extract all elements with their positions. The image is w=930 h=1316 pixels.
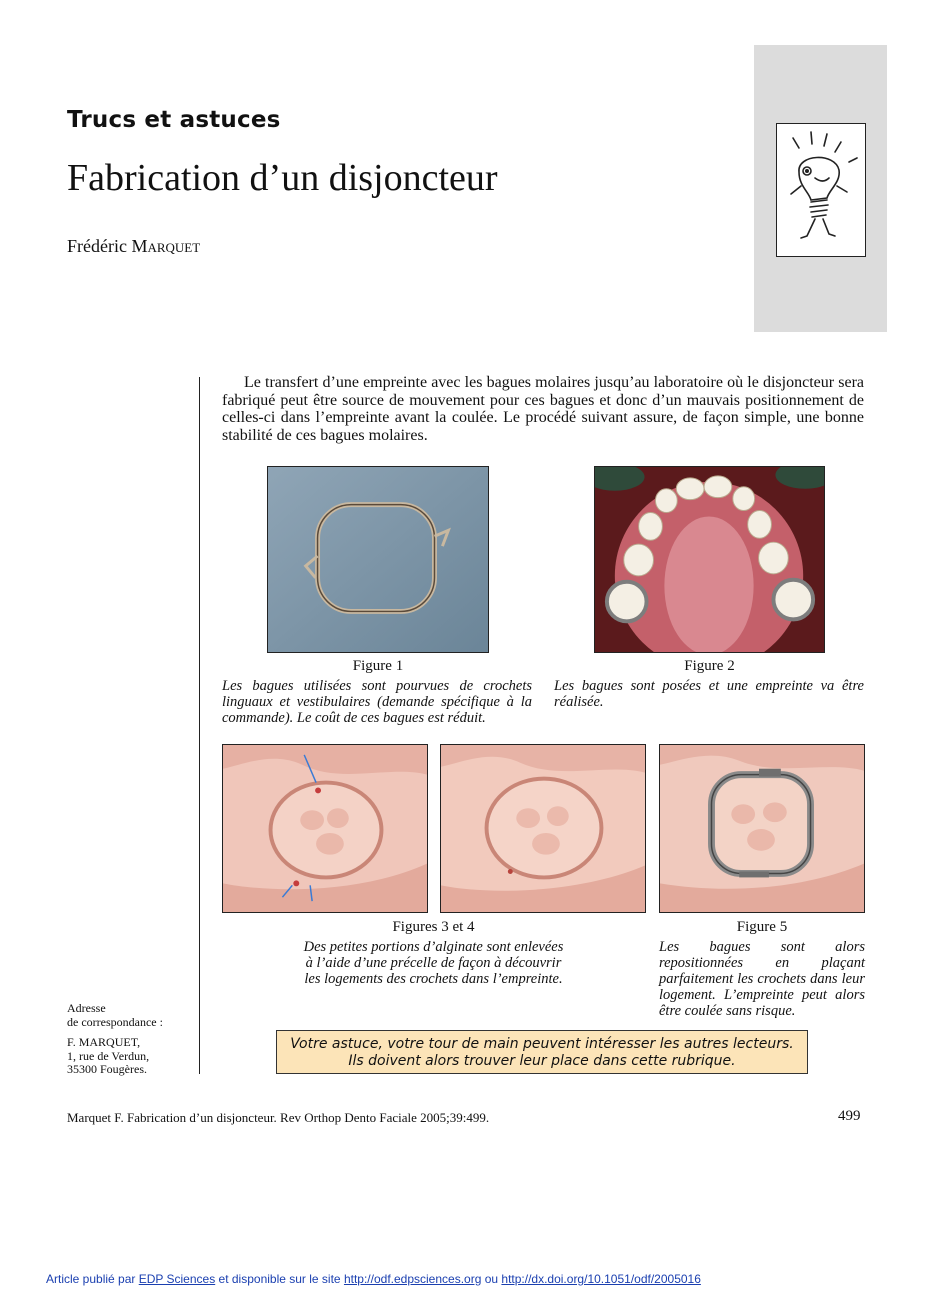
article-title: Fabrication d’un disjoncteur xyxy=(67,157,498,199)
logo-frame xyxy=(776,123,866,257)
figure-2-caption: Les bagues sont posées et une empreinte va être réalisée. xyxy=(554,678,864,710)
author-first-name: Frédéric xyxy=(67,236,132,256)
footer-or: ou xyxy=(481,1272,502,1286)
figure-5-caption: Les bagues sont alors repositionnées en plaçant parfaitement les crochets dans leur logement. L’empreinte peut alors être coulée sans risque. xyxy=(659,939,865,1019)
publisher-link[interactable]: EDP Sciences xyxy=(138,1272,216,1286)
figure-1-label: Figure 1 xyxy=(352,658,404,674)
figures-3-4-caption xyxy=(285,939,582,987)
rubric-heading: Trucs et astuces xyxy=(67,107,281,133)
lightbulb-character-icon xyxy=(777,124,865,256)
page-number: 499 xyxy=(838,1108,861,1124)
author-last-name: Marquet xyxy=(131,236,201,256)
correspondence-address xyxy=(67,1002,192,1077)
column-divider xyxy=(199,377,200,1074)
figures-3-4-caption-line: les logements des crochets dans l’empreinte. xyxy=(304,971,563,987)
intro-paragraph: Le transfert d’une empreinte avec les bagues molaires jusqu’au laboratoire où le disjoncteur sera fabriqué peut être source de mouvement pour ces bagues et donc d’un mauvais positionnement de celles-ci dans l’empreinte avant la coulée. Le procédé suivant assure, de façon simple, une bonne stabilité de ces bagues molaires. xyxy=(222,374,864,444)
tip-line-1: Votre astuce, votre tour de main peuvent intéresser les autres lecteurs. xyxy=(290,1036,794,1052)
figure-3-photo xyxy=(222,744,428,913)
address-heading-line: de correspondance : xyxy=(67,1014,163,1029)
figures-3-4-caption-line: Des petites portions d’alginate sont enlevées xyxy=(303,939,564,955)
doi-link[interactable]: http://dx.doi.org/10.1051/odf/2005016 xyxy=(501,1272,701,1286)
reader-tip-box xyxy=(276,1030,808,1074)
figure-5-photo xyxy=(659,744,865,913)
citation: Marquet F. Fabrication d’un disjoncteur. Rev Orthop Dento Faciale 2005;39:499. xyxy=(67,1110,490,1125)
address-heading-line: Adresse xyxy=(67,1001,106,1015)
footer-middle: et disponible sur le site xyxy=(215,1272,344,1286)
figures-3-4-label: Figures 3 et 4 xyxy=(392,919,475,935)
address-line: 35300 Fougères. xyxy=(67,1062,147,1076)
site-link[interactable]: http://odf.edpsciences.org xyxy=(343,1272,482,1286)
figure-1-caption: Les bagues utilisées sont pourvues de crochets linguaux et vestibulaires (demande spécifique à la commande). Le coût de ces bagues est réduit. xyxy=(222,678,532,726)
figure-1-photo xyxy=(267,466,489,653)
figure-4-photo xyxy=(440,744,646,913)
figure-2-photo xyxy=(594,466,825,653)
figure-5-label: Figure 5 xyxy=(736,919,788,935)
figures-3-4-caption-line: à l’aide d’une précelle de façon à découvrir xyxy=(305,955,562,971)
footer-prefix: Article publié par xyxy=(46,1272,139,1286)
tip-line-2: Ils doivent alors trouver leur place dans cette rubrique. xyxy=(348,1053,736,1069)
publisher-footer xyxy=(46,1272,701,1286)
figure-2-label: Figure 2 xyxy=(684,658,735,674)
author-name xyxy=(67,236,200,257)
address-line: F. MARQUET, xyxy=(67,1035,141,1049)
address-line: 1, rue de Verdun, xyxy=(67,1048,150,1063)
